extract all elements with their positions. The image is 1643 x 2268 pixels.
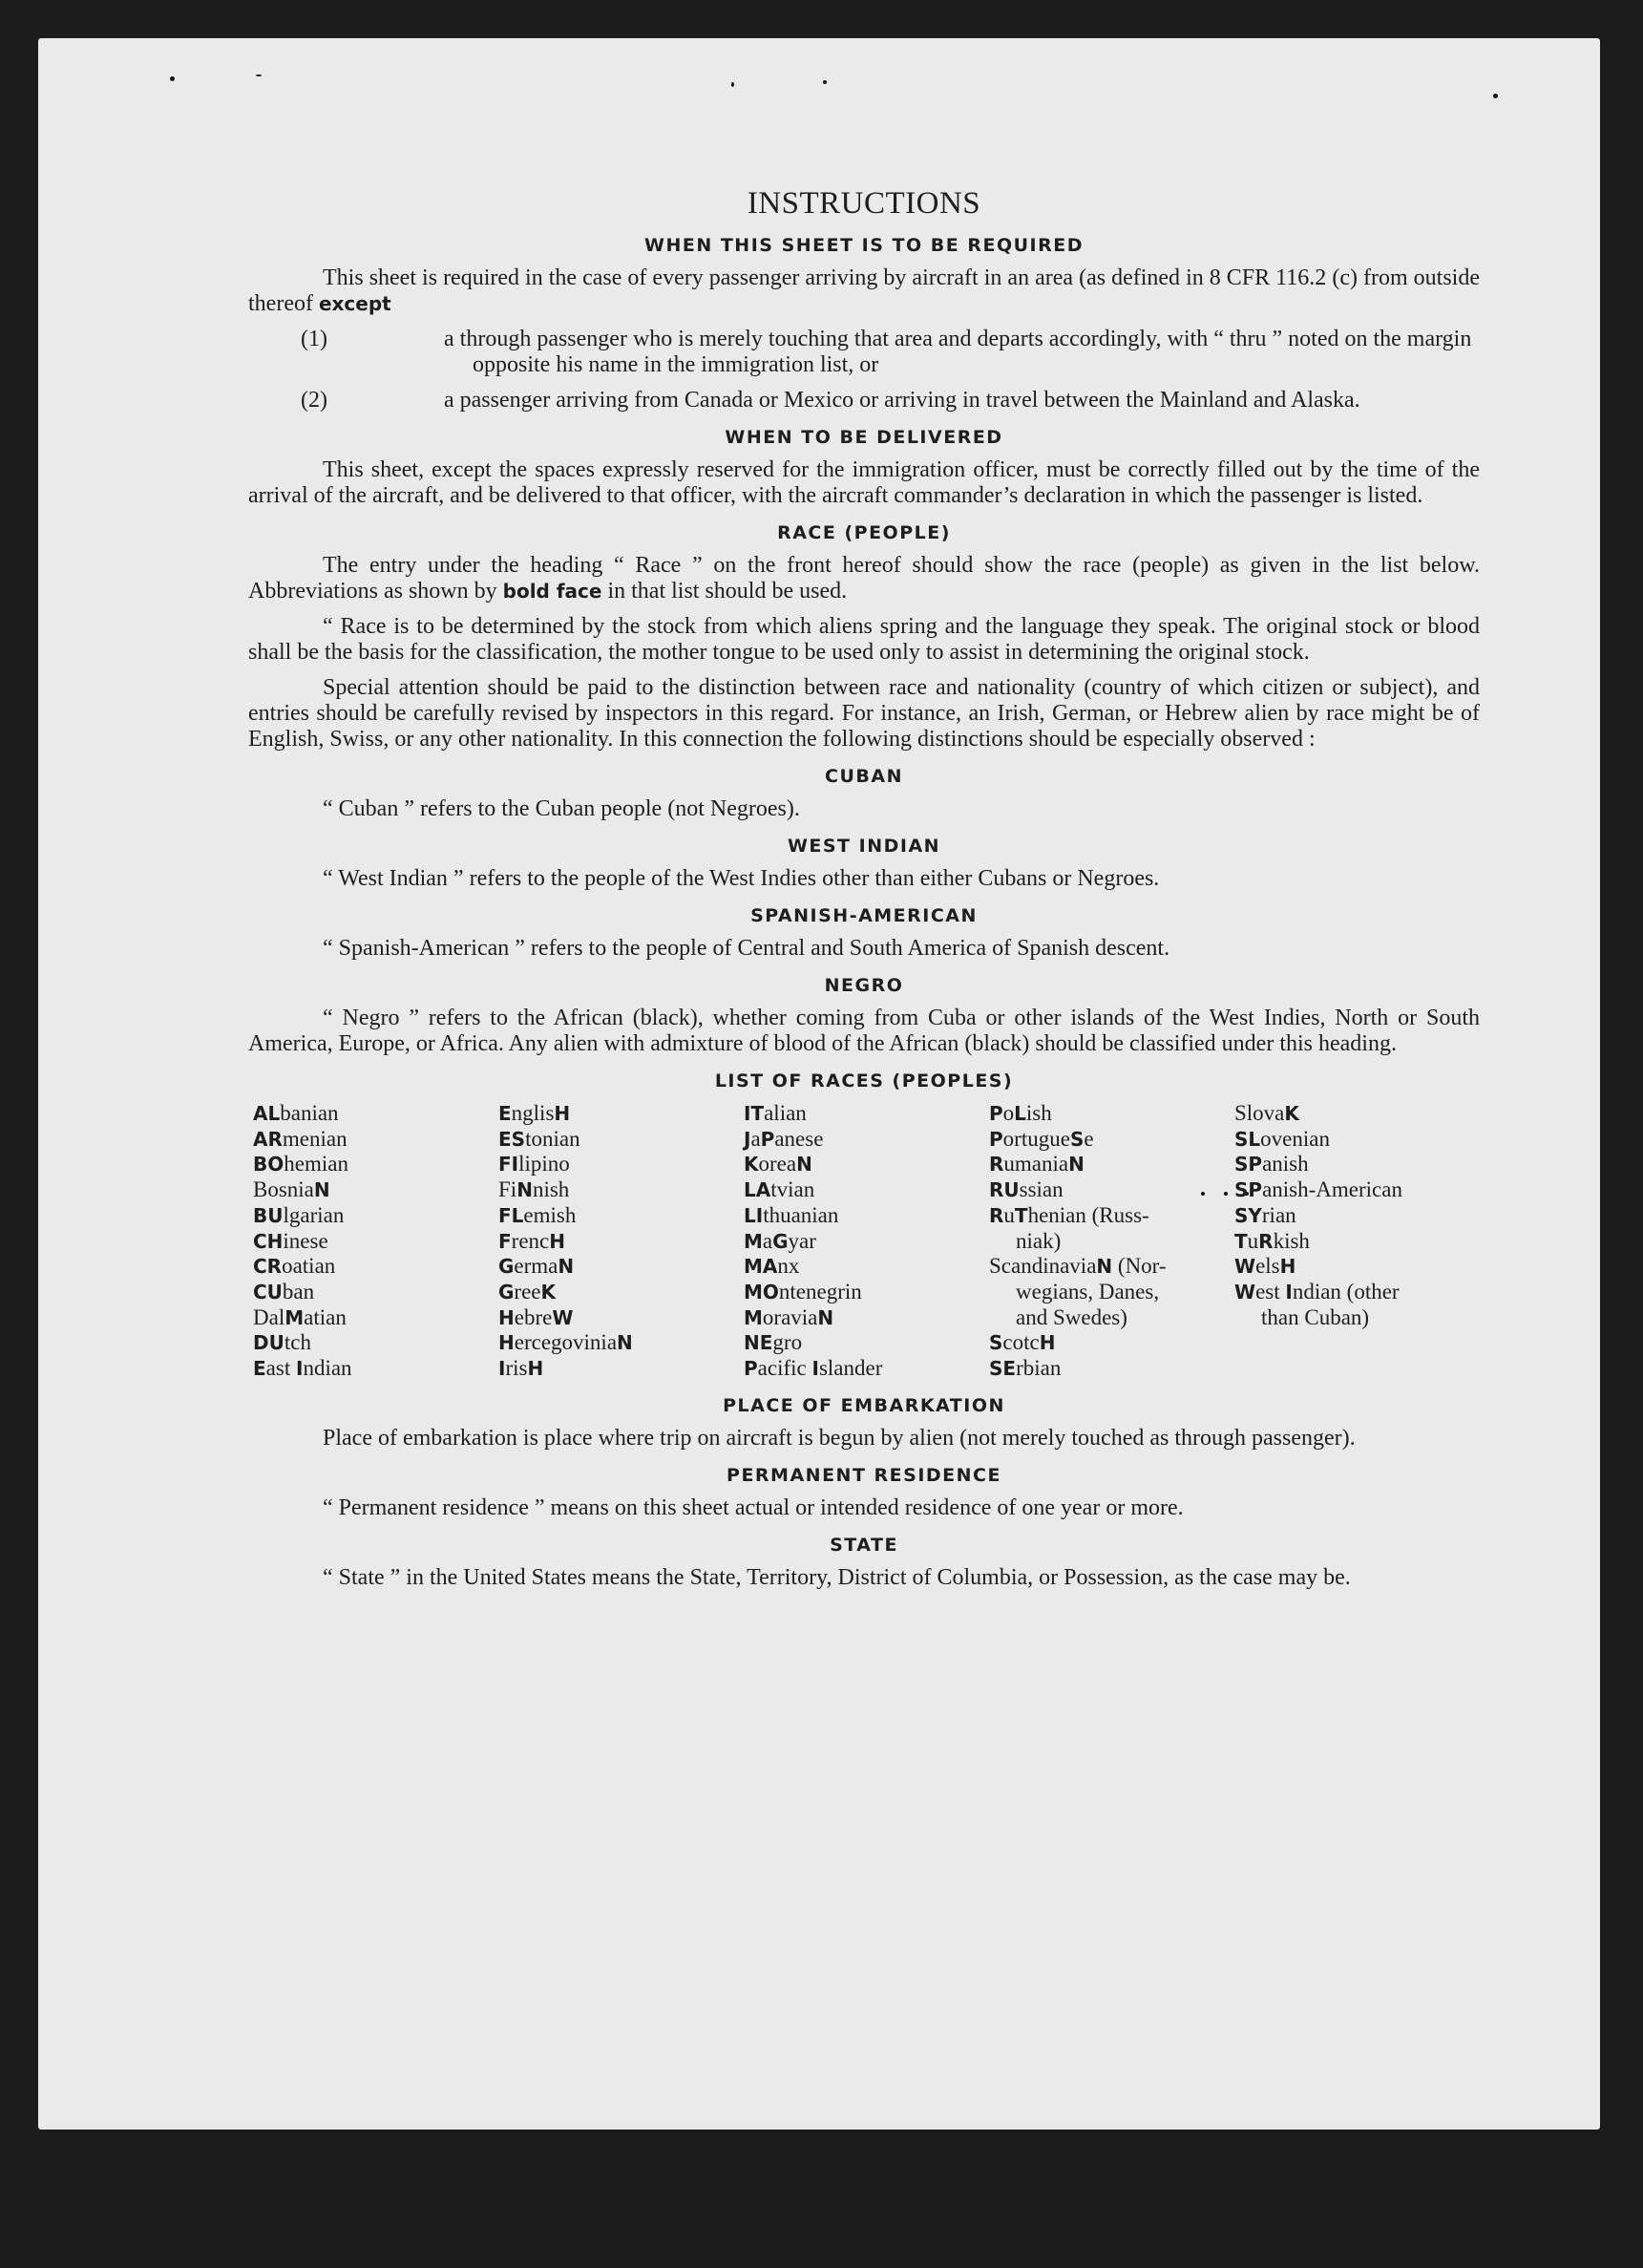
race-entry: ScotcH <box>989 1330 1056 1355</box>
race-entry: SPanish-American <box>1234 1177 1402 1202</box>
race-entry: ARmenian <box>253 1126 348 1151</box>
race-entry: HebreW <box>498 1304 574 1329</box>
instructions-content <box>248 186 1480 1600</box>
race-entry: HercegoviniaN <box>498 1330 633 1355</box>
section-heading-when-delivered: WHEN TO BE DELIVERED <box>725 427 1003 448</box>
section-heading-permanent-residence: PERMANENT RESIDENCE <box>727 1464 1001 1486</box>
race-entry: KoreaN <box>744 1152 812 1176</box>
race-entry: wegians, Danes, <box>1016 1279 1160 1304</box>
race-entry: FiNnish <box>498 1177 570 1202</box>
when-required-intro: This sheet is required in the case of every passenger arriving by aircraft in an area (as defined in 8 CFR 116.2 (c) from outside thereof except <box>248 265 1480 316</box>
race-entry: MoraviaN <box>744 1304 834 1329</box>
races-column <box>744 1101 989 1382</box>
races-column <box>253 1101 498 1382</box>
races-column <box>1234 1101 1485 1382</box>
race-entry: EnglisH <box>498 1101 571 1125</box>
section-heading-state: STATE <box>830 1534 898 1556</box>
negro-text: “ Negro ” refers to the African (black), whether coming from Cuba or other islands of the West Indies, North or South America, Europe, or Africa. Any alien with admixture of blood of the African (black) should be classified under this heading. <box>248 1006 1480 1056</box>
races-list <box>253 1101 1480 1382</box>
race-entry: SPanish <box>1234 1152 1309 1176</box>
section-heading-west-indian: WEST INDIAN <box>787 836 941 857</box>
races-column <box>498 1101 744 1382</box>
spanish-american-text: “ Spanish-American ” refers to the people of Central and South America of Spanish descent. <box>323 936 1170 961</box>
race-entry: PoLish <box>989 1101 1052 1125</box>
race-entry: East Indian <box>253 1356 352 1381</box>
race-entry: MAnx <box>744 1254 800 1279</box>
race-entry: SlovaK <box>1234 1101 1299 1125</box>
section-heading-spanish-american: SPANISH-AMERICAN <box>750 905 978 926</box>
race-entry: RuThenian (Russ- <box>989 1202 1149 1227</box>
race-entry: CHinese <box>253 1228 328 1253</box>
race-entry: IrisH <box>498 1356 544 1381</box>
race-entry: Pacific Islander <box>744 1356 883 1381</box>
section-heading-when-required: WHEN THIS SHEET IS TO BE REQUIRED <box>643 235 1084 256</box>
race-entry: BosniaN <box>253 1177 330 1202</box>
race-paragraph-3: Special attention should be paid to the distinction between race and nationality (country of which citizen or subject), and entries should be carefully revised by inspectors in this regard. For instance, an Irish, German, or Hebrew alien by race might be of English, Swiss, or any other nationality. In this connection the following distinctions should be especially observed : <box>248 675 1480 752</box>
when-delivered-text: This sheet, except the spaces expressly reserved for the immigration officer, must be correctly filled out by the time of the arrival of the aircraft, and be delivered to that officer, with the aircraft commander’s declaration in which the passenger is listed. <box>248 457 1480 508</box>
except-bold: except <box>318 292 391 315</box>
race-entry: MaGyar <box>744 1228 816 1253</box>
race-entry: CRoatian <box>253 1254 336 1279</box>
race-entry: BUlgarian <box>253 1202 345 1227</box>
race-entry: GreeK <box>498 1279 556 1304</box>
section-heading-embarkation: PLACE OF EMBARKATION <box>723 1394 1005 1416</box>
race-entry: SLovenian <box>1234 1126 1330 1151</box>
race-entry: than Cuban) <box>1261 1304 1370 1329</box>
race-entry: LAtvian <box>744 1177 815 1202</box>
race-entry: JaPanese <box>744 1126 824 1151</box>
list-item-1: (1) a through passenger who is merely touching that area and departs accordingly, with “ thru ” noted on the margin opposite his name in the immigration list, or <box>301 327 1472 377</box>
race-paragraph-1: The entry under the heading “ Race ” on the front hereof should show the race (people) as given in the list below. Abbreviations as shown by bold face in that list should be used. <box>248 553 1480 604</box>
races-column <box>989 1101 1234 1382</box>
race-entry: DalMatian <box>253 1304 347 1329</box>
permanent-residence-text: “ Permanent residence ” means on this sheet actual or intended residence of one year or more. <box>323 1494 1184 1520</box>
race-entry: ITalian <box>744 1101 807 1125</box>
race-entry: CUban <box>253 1279 315 1304</box>
race-entry: SYrian <box>1234 1202 1296 1227</box>
section-heading-negro: NEGRO <box>824 975 904 996</box>
section-heading-list-of-races: LIST OF RACES (PEOPLES) <box>714 1070 1014 1092</box>
race-entry: MOntenegrin <box>744 1279 862 1304</box>
document-sheet <box>38 38 1600 2130</box>
race-entry: FLemish <box>498 1202 577 1227</box>
section-heading-race: RACE (PEOPLE) <box>777 522 951 543</box>
race-entry: WelsH <box>1234 1254 1296 1279</box>
state-text: “ State ” in the United States means the State, Territory, District of Columbia, or Possession, as the case may be. <box>323 1564 1351 1590</box>
race-entry: RumaniaN <box>989 1152 1085 1176</box>
race-entry: RUssian <box>989 1177 1064 1202</box>
race-entry: EStonian <box>498 1126 580 1151</box>
race-entry: niak) <box>1016 1228 1062 1253</box>
list-item-2: (2) a passenger arriving from Canada or Mexico or arriving in travel between the Mainland and Alaska. <box>301 388 1360 413</box>
race-entry: BOhemian <box>253 1152 348 1176</box>
race-entry: LIthuanian <box>744 1202 839 1227</box>
race-entry: NEgro <box>744 1330 803 1355</box>
race-entry: PortugueSe <box>989 1126 1094 1151</box>
race-paragraph-2: “ Race is to be determined by the stock from which aliens spring and the language they speak. The original stock or blood shall be the basis for the classification, the mother tongue to be used only to assist in determining the original stock. <box>248 614 1480 665</box>
race-entry: SErbian <box>989 1356 1062 1381</box>
race-entry: ALbanian <box>253 1101 339 1125</box>
race-entry: TuRkish <box>1234 1228 1310 1253</box>
race-entry: DUtch <box>253 1330 311 1355</box>
section-heading-cuban: CUBAN <box>825 766 903 787</box>
embarkation-text: Place of embarkation is place where trip on aircraft is begun by alien (not merely touched as through passenger). <box>323 1425 1356 1451</box>
race-entry: and Swedes) <box>1016 1304 1127 1329</box>
race-entry: ScandinaviaN (Nor- <box>989 1254 1167 1279</box>
race-entry: GermaN <box>498 1254 575 1279</box>
west-indian-text: “ West Indian ” refers to the people of the West Indies other than either Cubans or Negroes. <box>323 866 1160 891</box>
race-entry: FIlipino <box>498 1152 570 1176</box>
page-title: INSTRUCTIONS <box>747 186 981 221</box>
race-entry: FrencH <box>498 1228 565 1253</box>
race-entry: West Indian (other <box>1234 1279 1400 1304</box>
cuban-text: “ Cuban ” refers to the Cuban people (not Negroes). <box>323 796 800 821</box>
